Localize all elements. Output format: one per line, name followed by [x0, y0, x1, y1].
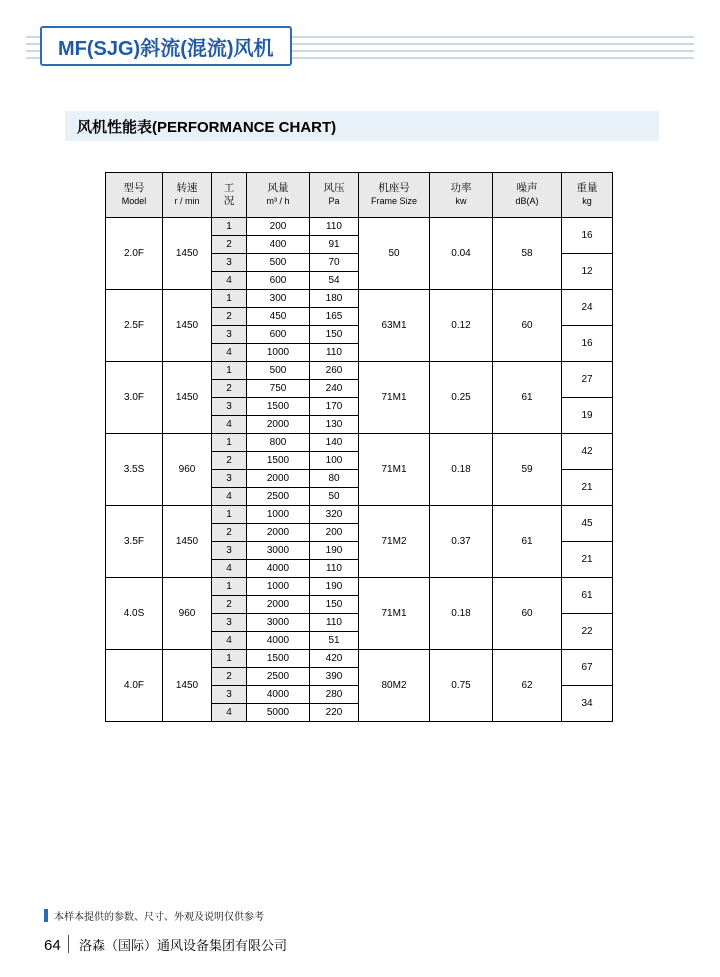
cell-flow: 750 [247, 380, 310, 398]
cell-condition: 1 [212, 218, 247, 236]
cell-weight-top: 24 [562, 290, 613, 326]
table-row [106, 506, 613, 524]
header-speed [163, 173, 212, 218]
cell-noise: 60 [493, 290, 562, 362]
header-pressure-unit: Pa [328, 196, 340, 206]
cell-condition: 1 [212, 362, 247, 380]
cell-weight-top: 45 [562, 506, 613, 542]
cell-weight-bottom: 19 [562, 398, 613, 434]
cell-flow: 600 [247, 272, 310, 290]
header-pressure-cn: 风压 [323, 182, 345, 194]
cell-frame-size: 71M1 [359, 362, 430, 434]
cell-pressure: 170 [310, 398, 359, 416]
header-speed-cn: 转速 [176, 182, 198, 194]
header-speed-unit: r / min [174, 196, 200, 206]
cell-flow: 500 [247, 362, 310, 380]
cell-flow: 450 [247, 308, 310, 326]
cell-flow: 500 [247, 254, 310, 272]
cell-flow: 4000 [247, 560, 310, 578]
cell-pressure: 150 [310, 326, 359, 344]
performance-table [105, 172, 613, 722]
header-flow-unit: m³ / h [266, 196, 290, 206]
cell-pressure: 190 [310, 542, 359, 560]
footer-accent-bar [44, 909, 48, 922]
cell-condition: 2 [212, 668, 247, 686]
cell-speed: 1450 [163, 650, 212, 722]
cell-noise: 62 [493, 650, 562, 722]
cell-frame-size: 71M1 [359, 578, 430, 650]
cell-power: 0.25 [430, 362, 493, 434]
cell-condition: 4 [212, 272, 247, 290]
cell-pressure: 240 [310, 380, 359, 398]
cell-weight-top: 27 [562, 362, 613, 398]
cell-power: 0.04 [430, 218, 493, 290]
cell-condition: 4 [212, 416, 247, 434]
cell-weight-bottom: 16 [562, 326, 613, 362]
cell-pressure: 70 [310, 254, 359, 272]
cell-frame-size: 80M2 [359, 650, 430, 722]
cell-pressure: 110 [310, 344, 359, 362]
cell-pressure: 80 [310, 470, 359, 488]
cell-speed: 960 [163, 434, 212, 506]
cell-pressure: 91 [310, 236, 359, 254]
header-weight [562, 173, 613, 218]
cell-condition: 2 [212, 308, 247, 326]
cell-flow: 800 [247, 434, 310, 452]
footer-divider [68, 935, 69, 953]
cell-condition: 4 [212, 560, 247, 578]
header-flow [247, 173, 310, 218]
cell-pressure: 130 [310, 416, 359, 434]
cell-condition: 1 [212, 578, 247, 596]
cell-frame-size: 71M1 [359, 434, 430, 506]
table-header-row [106, 173, 613, 218]
header-weight-cn: 重量 [576, 182, 598, 194]
cell-pressure: 180 [310, 290, 359, 308]
cell-speed: 1450 [163, 218, 212, 290]
header-condition-cn2: 况 [223, 195, 235, 207]
header-power-cn: 功率 [450, 182, 472, 194]
cell-frame-size: 71M2 [359, 506, 430, 578]
table-row [106, 218, 613, 236]
table-body [106, 218, 613, 722]
header-power-unit: kw [455, 196, 467, 206]
cell-pressure: 51 [310, 632, 359, 650]
cell-power: 0.18 [430, 578, 493, 650]
footer-line2 [44, 935, 684, 954]
cell-pressure: 110 [310, 560, 359, 578]
cell-flow: 1000 [247, 578, 310, 596]
header-power [430, 173, 493, 218]
cell-condition: 4 [212, 704, 247, 722]
header-model-en: Model [121, 196, 147, 206]
page-footer [44, 908, 684, 954]
cell-flow: 3000 [247, 614, 310, 632]
cell-speed: 960 [163, 578, 212, 650]
cell-condition: 1 [212, 290, 247, 308]
cell-flow: 5000 [247, 704, 310, 722]
cell-speed: 1450 [163, 506, 212, 578]
cell-pressure: 190 [310, 578, 359, 596]
cell-weight-top: 16 [562, 218, 613, 254]
cell-condition: 3 [212, 326, 247, 344]
cell-pressure: 165 [310, 308, 359, 326]
cell-weight-bottom: 12 [562, 254, 613, 290]
cell-flow: 2000 [247, 596, 310, 614]
cell-flow: 1000 [247, 506, 310, 524]
cell-speed: 1450 [163, 290, 212, 362]
cell-condition: 4 [212, 488, 247, 506]
footer-note: 本样本提供的参数、尺寸、外观及说明仅供参考 [54, 912, 264, 923]
cell-pressure: 50 [310, 488, 359, 506]
cell-model: 4.0S [106, 578, 163, 650]
cell-frame-size: 63M1 [359, 290, 430, 362]
table-row [106, 362, 613, 380]
header-frame [359, 173, 430, 218]
cell-pressure: 390 [310, 668, 359, 686]
cell-pressure: 100 [310, 452, 359, 470]
section-title-bar [65, 111, 659, 141]
header-condition [212, 173, 247, 218]
cell-condition: 3 [212, 398, 247, 416]
cell-condition: 2 [212, 452, 247, 470]
cell-pressure: 280 [310, 686, 359, 704]
company-name: 洛森（国际）通风设备集团有限公司 [79, 938, 288, 953]
cell-flow: 2000 [247, 524, 310, 542]
cell-model: 3.0F [106, 362, 163, 434]
cell-condition: 1 [212, 650, 247, 668]
header-frame-en: Frame Size [370, 196, 417, 206]
cell-weight-top: 42 [562, 434, 613, 470]
cell-power: 0.37 [430, 506, 493, 578]
cell-pressure: 150 [310, 596, 359, 614]
cell-flow: 2500 [247, 668, 310, 686]
cell-pressure: 110 [310, 218, 359, 236]
cell-flow: 2000 [247, 470, 310, 488]
cell-flow: 400 [247, 236, 310, 254]
header-model-cn: 型号 [123, 182, 145, 194]
cell-flow: 200 [247, 218, 310, 236]
header-noise-cn: 噪声 [516, 182, 538, 194]
cell-condition: 3 [212, 254, 247, 272]
header-pressure [310, 173, 359, 218]
cell-frame-size: 50 [359, 218, 430, 290]
cell-flow: 1500 [247, 398, 310, 416]
cell-condition: 3 [212, 686, 247, 704]
footer-note-wrap [44, 908, 684, 923]
page-title: MF(SJG)斜流(混流)风机 [58, 37, 274, 60]
cell-condition: 4 [212, 344, 247, 362]
cell-flow: 2000 [247, 416, 310, 434]
cell-flow: 4000 [247, 686, 310, 704]
cell-condition: 4 [212, 632, 247, 650]
header-noise [493, 173, 562, 218]
page-number: 64 [44, 937, 61, 954]
table-row [106, 434, 613, 452]
cell-flow: 2500 [247, 488, 310, 506]
cell-pressure: 140 [310, 434, 359, 452]
header-flow-cn: 风量 [267, 182, 289, 194]
cell-weight-bottom: 21 [562, 470, 613, 506]
table-row [106, 578, 613, 596]
cell-condition: 2 [212, 596, 247, 614]
cell-model: 4.0F [106, 650, 163, 722]
cell-flow: 3000 [247, 542, 310, 560]
cell-model: 3.5F [106, 506, 163, 578]
cell-weight-bottom: 34 [562, 686, 613, 722]
cell-condition: 3 [212, 614, 247, 632]
cell-noise: 61 [493, 362, 562, 434]
cell-flow: 1500 [247, 650, 310, 668]
cell-noise: 61 [493, 506, 562, 578]
cell-noise: 60 [493, 578, 562, 650]
cell-power: 0.12 [430, 290, 493, 362]
cell-power: 0.18 [430, 434, 493, 506]
cell-weight-bottom: 21 [562, 542, 613, 578]
cell-model: 3.5S [106, 434, 163, 506]
page-header [26, 26, 694, 66]
cell-power: 0.75 [430, 650, 493, 722]
table-row [106, 650, 613, 668]
cell-flow: 300 [247, 290, 310, 308]
cell-pressure: 220 [310, 704, 359, 722]
cell-pressure: 200 [310, 524, 359, 542]
cell-pressure: 420 [310, 650, 359, 668]
cell-flow: 600 [247, 326, 310, 344]
cell-flow: 4000 [247, 632, 310, 650]
cell-model: 2.0F [106, 218, 163, 290]
cell-condition: 2 [212, 524, 247, 542]
cell-pressure: 320 [310, 506, 359, 524]
cell-condition: 2 [212, 380, 247, 398]
cell-noise: 58 [493, 218, 562, 290]
cell-weight-top: 61 [562, 578, 613, 614]
cell-condition: 2 [212, 236, 247, 254]
cell-condition: 1 [212, 506, 247, 524]
cell-pressure: 54 [310, 272, 359, 290]
table-header [106, 173, 613, 218]
header-weight-unit: kg [582, 196, 592, 206]
header-model [106, 173, 163, 218]
cell-condition: 3 [212, 470, 247, 488]
cell-flow: 1500 [247, 452, 310, 470]
cell-flow: 1000 [247, 344, 310, 362]
header-title-box [40, 26, 292, 66]
header-noise-unit: dB(A) [515, 196, 539, 206]
cell-condition: 3 [212, 542, 247, 560]
cell-noise: 59 [493, 434, 562, 506]
section-title: 风机性能表(PERFORMANCE CHART) [77, 118, 337, 136]
cell-pressure: 260 [310, 362, 359, 380]
cell-condition: 1 [212, 434, 247, 452]
cell-weight-top: 67 [562, 650, 613, 686]
table-row [106, 290, 613, 308]
cell-pressure: 110 [310, 614, 359, 632]
cell-speed: 1450 [163, 362, 212, 434]
header-condition-cn1: 工 [223, 182, 235, 194]
cell-weight-bottom: 22 [562, 614, 613, 650]
cell-model: 2.5F [106, 290, 163, 362]
header-frame-cn: 机座号 [378, 182, 410, 194]
